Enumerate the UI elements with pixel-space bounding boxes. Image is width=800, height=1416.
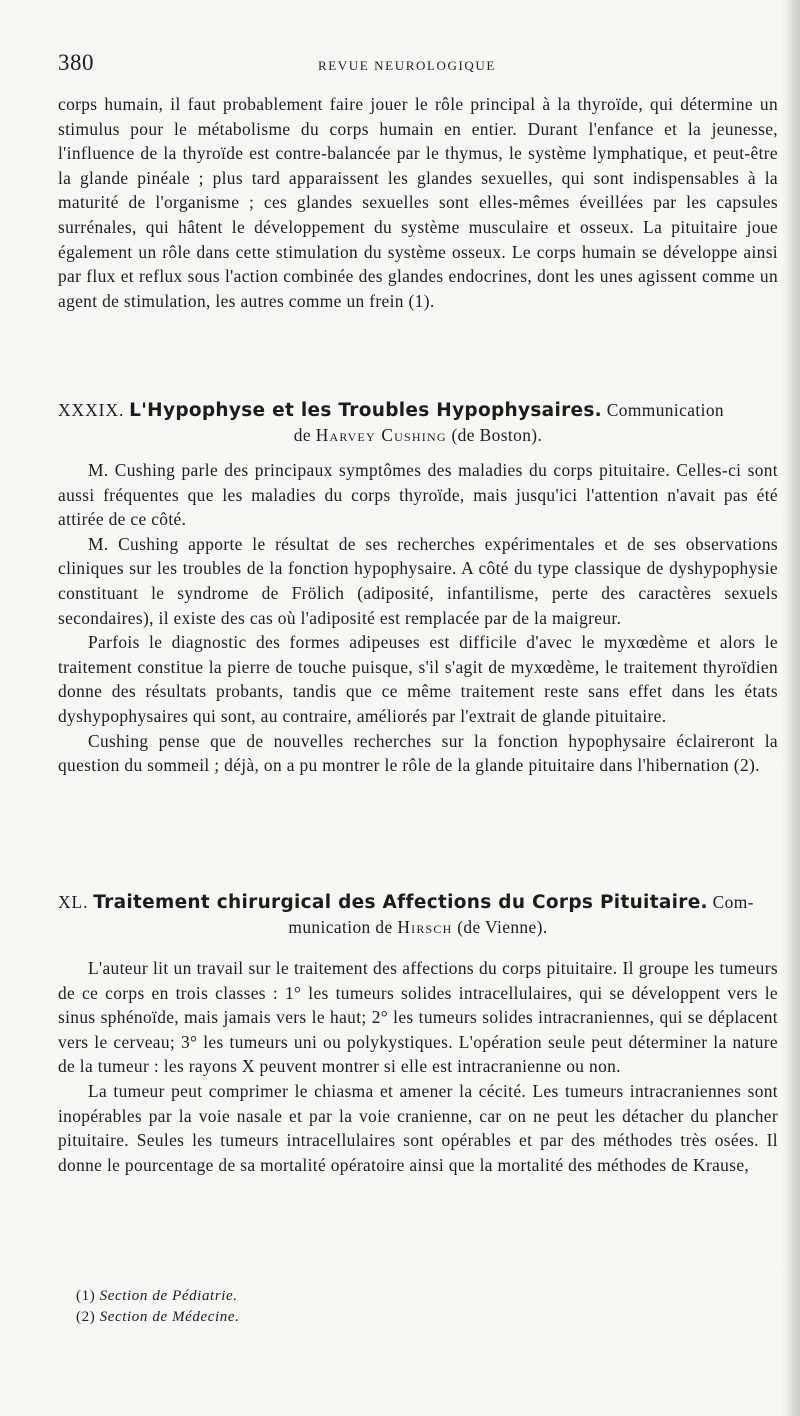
author-name: Hirsch	[397, 917, 453, 937]
footnote-mark: (1)	[76, 1288, 96, 1304]
author-name: Harvey Cushing	[315, 425, 447, 445]
footnote-text: Section de Médecine.	[99, 1309, 240, 1325]
section-40-body	[58, 956, 778, 1177]
section-39-heading	[58, 398, 778, 447]
section-byline	[58, 915, 778, 939]
page-edge-shadow	[782, 0, 800, 1416]
paragraph: Cushing pense que de nouvelles recherches sur la fonction hypophysaire éclaireront la question du sommeil ; déjà, on a pu montrer le rôle de la glande pituitaire dans l'hibernation (2).	[58, 730, 778, 776]
section-byline	[58, 423, 778, 447]
running-head	[58, 50, 758, 80]
section-40-heading	[58, 890, 778, 939]
section-number: XXXIX.	[58, 400, 125, 420]
section-lead: Communication	[606, 400, 725, 420]
byline-prefix: de	[293, 425, 311, 445]
byline-suffix: (de Boston).	[451, 425, 543, 445]
paragraph: M. Cushing apporte le résultat de ses recherches expérimentales et de ses observations cliniques sur les troubles de la fonction hypophysaire. A côté du type classique de dyshypophysie constituant le syndrome de Frölich (adiposité, infantilisme, perte des caractères sexuels secondaires), il existe des cas où l'adiposité est remplacée par de la maigreur.	[58, 533, 778, 628]
footnote	[76, 1307, 240, 1328]
page-number: 380	[58, 50, 94, 75]
intro-text	[58, 92, 778, 313]
intro-paragraph: corps humain, il faut probablement faire jouer le rôle principal à la thyroïde, qui détermine un stimulus pour le métabolisme du corps humain en entier. Durant l'enfance et la jeunesse, l'influence de la thyroïde est contre-balancée par le thymus, le système lymphatique, et peut-être la glande pinéale ; plus tard apparaissent les glandes sexuelles, qui sont indispensables à la maturité de l'organisme ; ces glandes sexuelles sont elles-mêmes éveillées par les capsules surrénales, qui hâtent le développement du système musculaire et osseux. La pituitaire joue également un rôle dans cette stimulation du système osseux. Le corps humain se développe ainsi par flux et reflux sous l'action combinée des glandes endocrines, dont les unes agissent comme un agent de stimulation, les autres comme un frein (1).	[58, 94, 778, 311]
section-39-body	[58, 458, 778, 778]
byline-prefix: munication de	[288, 917, 393, 937]
footnote	[76, 1286, 240, 1307]
byline-suffix: (de Vienne).	[457, 917, 548, 937]
section-title: Traitement chirurgical des Affections du Corps Pituitaire.	[93, 892, 708, 913]
section-lead: Com-	[712, 892, 754, 912]
paragraph: La tumeur peut comprimer le chiasma et amener la cécité. Les tumeurs intracraniennes sont inopérables par la voie nasale et par la voie cranienne, car on ne peut les détacher du plancher pituitaire. Seules les tumeurs intracellulaires sont opérables et par des méthodes très osées. Il donne le pourcentage de sa mortalité opératoire ainsi que la mortalité des méthodes de Krause,	[58, 1080, 778, 1175]
section-title: L'Hypophyse et les Troubles Hypophysaires.	[129, 400, 603, 421]
footnotes	[76, 1286, 240, 1328]
journal-title: REVUE NEUROLOGIQUE	[318, 58, 496, 73]
footnote-mark: (2)	[76, 1309, 96, 1325]
paragraph: M. Cushing parle des principaux symptômes des maladies du corps pituitaire. Celles-ci sont aussi fréquentes que les maladies du corps thyroïde, mais jusqu'ici l'attention n'avait pas été attirée de ce côté.	[58, 460, 778, 530]
paragraph: Parfois le diagnostic des formes adipeuses est difficile d'avec le myxœdème et alors le traitement constitue la pierre de touche puisque, s'il s'agit de myxœdème, le traitement thyroïdien donne des résultats probants, tandis que ce même traitement reste sans effet dans les états dyshypophysaires qui sont, au contraire, améliorés par l'extrait de glande pituitaire.	[58, 632, 778, 726]
paragraph: L'auteur lit un travail sur le traitement des affections du corps pituitaire. Il groupe les tumeurs de ce corps en trois classes : 1° les tumeurs solides intracellulaires, qui se développent vers le sinus sphénoïde, mais jamais vers le haut; 2° les tumeurs solides intracraniennes, qui se déplacent vers le cerveau; 3° les tumeurs uni ou polykystiques. L'opération seule peut déterminer la nature de la tumeur : les rayons X peuvent montrer si elle est intracranienne ou non.	[58, 958, 778, 1077]
section-number: XL.	[58, 892, 89, 912]
footnote-text: Section de Pédiatrie.	[99, 1288, 238, 1304]
